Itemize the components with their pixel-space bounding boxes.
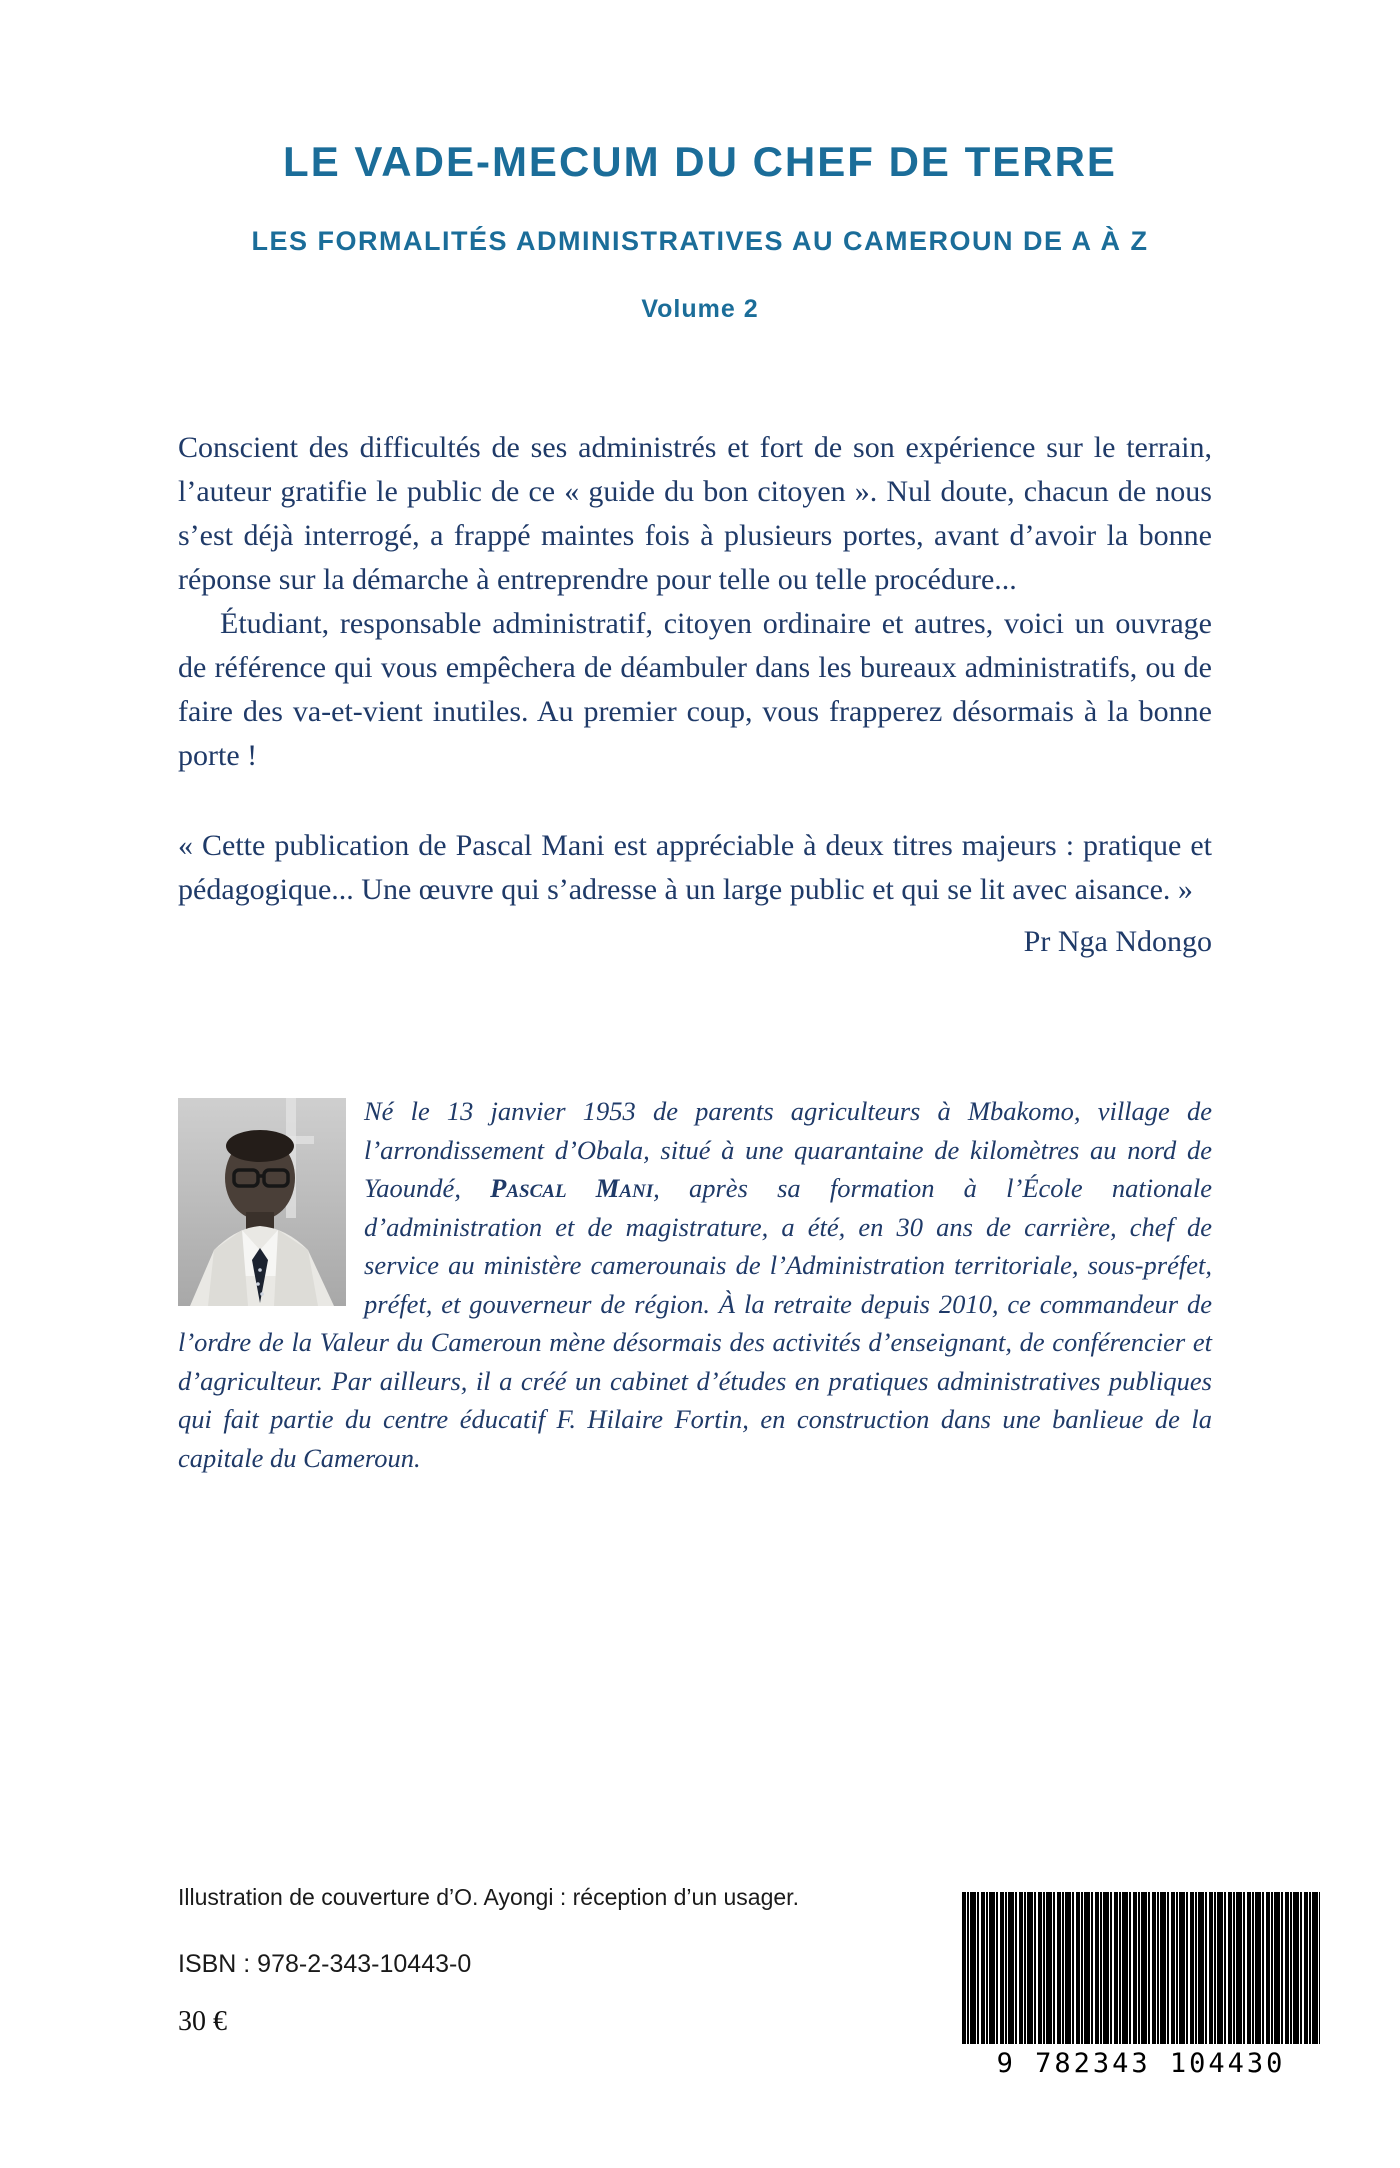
bio-before-name: Né le 13 janvier 1953 de parents agriculteurs à Mbakomo, village de l’arrondissement d’Obala, situé à une quarantaine de kilomètres au nord de Yaoundé, [364,1096,1212,1203]
author-name: Pascal Mani [490,1173,654,1203]
illustration-credit: Illustration de couverture d’O. Ayongi : réception d’un usager. [178,1884,799,1910]
synopsis [178,426,1212,964]
book-title: LE VADE-MECUM DU CHEF DE TERRE [283,138,1117,185]
volume-label: Volume 2 [641,295,759,323]
review-quote: « Cette publication de Pascal Mani est appréciable à deux titres majeurs : pratique et pédagogique... Une œuvre qui s’adresse à un large public et qui se lit avec aisance. » [178,829,1212,906]
price: 30 € [178,2006,227,2037]
author-portrait-image [178,1098,346,1306]
cover-header [0,0,1400,324]
synopsis-paragraph-2: Étudiant, responsable administratif, citoyen ordinaire et autres, voici un ouvrage de référence qui vous empêchera de déambuler dans les bureaux administratifs, ou de faire des va-et-vient inutiles. Au premier coup, vous frapperez désormais à la bonne porte ! [178,607,1212,772]
bio-after-name: , après sa formation à l’École nationale d’administration et de magistrature, a été, en 30 ans de carrière, chef de service au ministère camerounais de l’Administration territoriale, sous-préfet, préfet, et gouverneur de région. À la retraite depuis 2010, ce commandeur de l’ordre de la Valeur du Cameroun mène désormais des activités d’enseignant, de conférencier et d’agriculteur. Par ailleurs, il a créé un cabinet d’études en pratiques administratives publiques qui fait partie du centre éducatif F. Hilaire Fortin, en construction dans une banlieue de la capitale du Cameroun. [178,1173,1212,1473]
barcode-bars-image [962,1892,1320,2044]
author-bio [178,1092,1212,1477]
isbn: ISBN : 978-2-343-10443-0 [178,1950,472,1978]
barcode-number: 9 782343 104430 [996,2048,1286,2079]
synopsis-paragraph-1: Conscient des difficultés de ses administrés et fort de son expérience sur le terrain, l’auteur gratifie le public de ce « guide du bon citoyen ». Nul doute, chacun de nous s’est déjà interrogé, a frappé maintes fois à plusieurs portes, avant d’avoir la bonne réponse sur la démarche à entreprendre pour telle ou telle procédure... [178,431,1212,596]
book-subtitle: LES FORMALITÉS ADMINISTRATIVES AU CAMEROUN DE A À Z [251,226,1149,256]
author-photo [178,1098,346,1306]
barcode [962,1892,1320,2092]
quote-attribution: Pr Nga Ndongo [1023,925,1212,958]
